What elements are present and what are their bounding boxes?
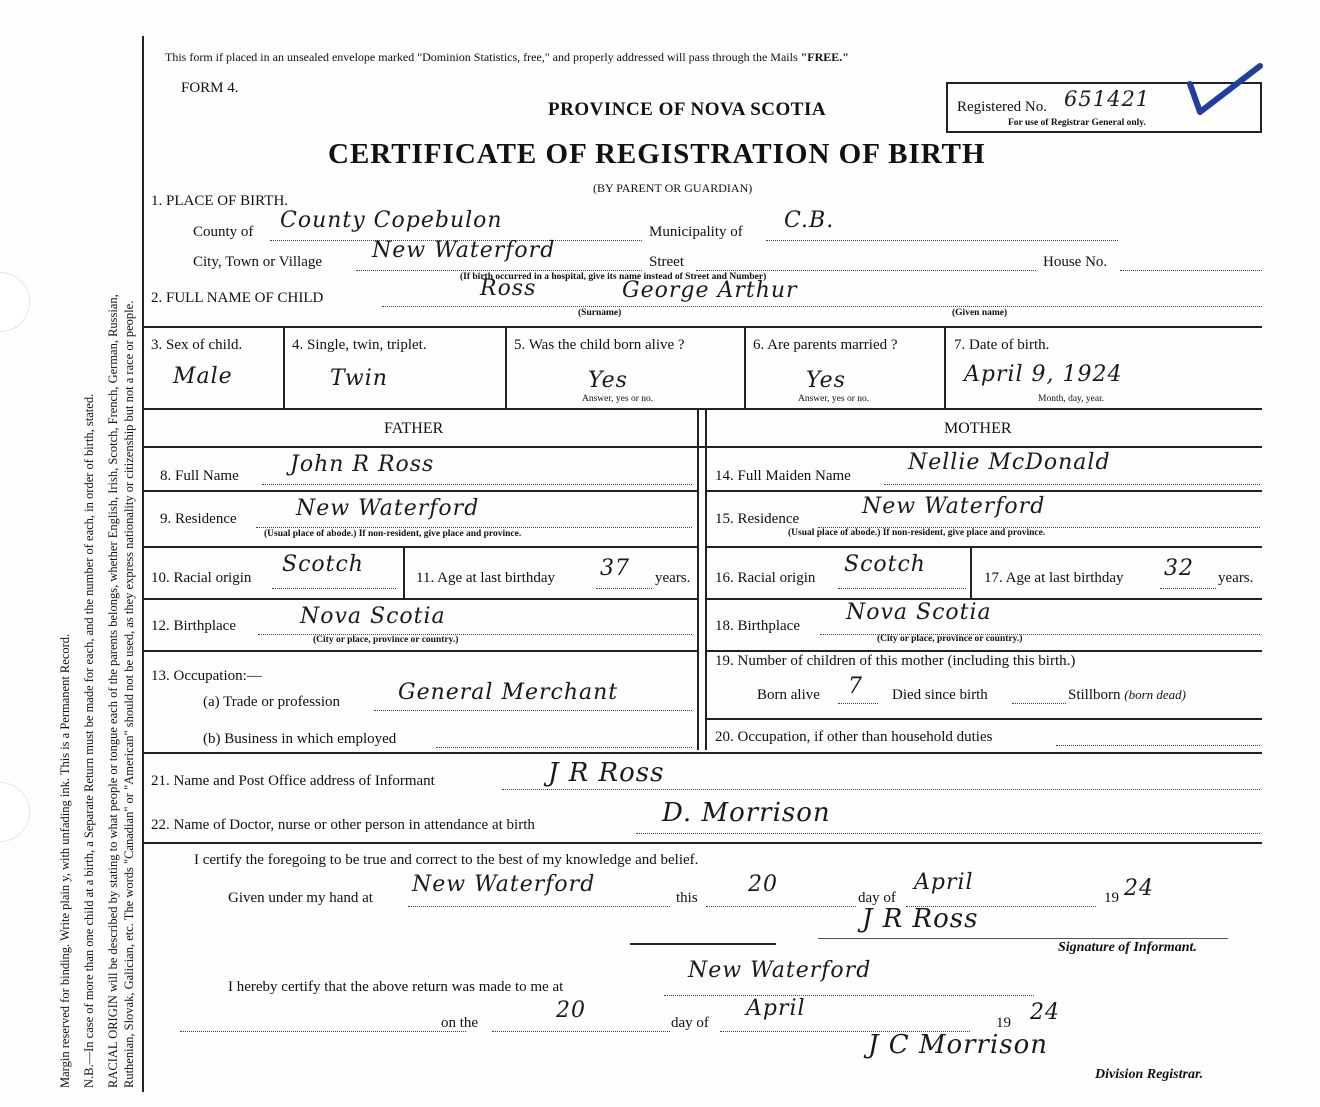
informant-signature: J R Ross <box>862 904 979 934</box>
doctor-value: D. Morrison <box>662 798 831 828</box>
date-of-birth-label: 7. Date of birth. <box>954 337 1050 353</box>
registrar-signature: J C Morrison <box>868 1030 1049 1060</box>
father-trade-value: General Merchant <box>398 680 619 705</box>
given-place-value: New Waterford <box>412 872 596 897</box>
sex-label: 3. Sex of child. <box>151 337 243 353</box>
rule-certify-top <box>142 842 1262 844</box>
registrar-caption: Division Registrar. <box>1095 1067 1204 1082</box>
mail-notice-free: "FREE." <box>800 50 849 64</box>
hereby-certify-label: I hereby certify that the above return was made to me at <box>228 979 564 995</box>
father-residence-label: 9. Residence <box>160 511 237 527</box>
father-age-label: 11. Age at last birthday <box>416 570 555 586</box>
parents-married-label: 6. Are parents married ? <box>753 337 898 353</box>
father-trade-label: (a) Trade or profession <box>203 694 341 710</box>
municipality-label: Municipality of <box>649 224 743 240</box>
margin-note-1: Margin reserved for binding. Write plain y, with unfading ink. This is a Permanent Record. <box>58 633 72 1088</box>
father-age-value: 37 <box>600 556 630 581</box>
born-alive-value: Yes <box>588 368 628 393</box>
reg-year-prefix: 19 <box>996 1015 1011 1031</box>
mother-name-value: Nellie McDonald <box>908 450 1111 475</box>
on-the-label: on the <box>441 1015 479 1031</box>
reg-month-value: April <box>746 996 806 1021</box>
parents-married-value: Yes <box>806 368 846 393</box>
rule-father-bp <box>142 650 698 652</box>
mother-birthplace-caption: (City or place, province or country.) <box>877 634 1023 644</box>
rule-mother-children <box>706 718 1262 720</box>
father-birthplace-value: Nova Scotia <box>300 604 446 629</box>
document-subtitle: (BY PARENT OR GUARDIAN) <box>593 181 753 195</box>
divider-5-6 <box>744 328 746 408</box>
informant-line <box>502 789 1260 790</box>
mother-age-label: 17. Age at last birthday <box>984 570 1124 586</box>
document-title: CERTIFICATE OF REGISTRATION OF BIRTH <box>328 138 986 170</box>
mother-age-line <box>1160 588 1216 589</box>
given-day-line <box>706 906 856 907</box>
born-alive-count-label: Born alive <box>757 687 820 703</box>
born-alive-caption: Answer, yes or no. <box>582 394 654 404</box>
mother-residence-value: New Waterford <box>862 494 1046 519</box>
child-name-label: 2. FULL NAME OF CHILD <box>151 290 324 306</box>
divider-4-5 <box>505 328 507 408</box>
father-birthplace-label: 12. Birthplace <box>151 618 236 634</box>
given-day-of-label: day of <box>858 890 896 906</box>
father-trade-line <box>374 710 692 711</box>
divider-race-age-mother <box>970 548 972 598</box>
given-name-caption: (Given name) <box>952 308 1008 318</box>
rule-mother-name <box>706 490 1262 492</box>
date-of-birth-caption: Month, day, year. <box>1038 394 1105 404</box>
sex-value: Male <box>173 364 233 389</box>
given-under-hand-label: Given under my hand at <box>228 890 373 906</box>
mother-age-value: 32 <box>1164 556 1194 581</box>
mother-name-line <box>884 484 1260 485</box>
registrar-note: For use of Registrar General only. <box>1008 118 1146 128</box>
city-label: City, Town or Village <box>193 254 323 270</box>
given-day-value: 20 <box>748 872 778 897</box>
doctor-line <box>636 833 1260 834</box>
certify-statement: I certify the foregoing to be true and correct to the best of my knowledge and belief. <box>194 852 699 868</box>
reg-day-of-label: day of <box>671 1015 709 1031</box>
rule-father-name <box>142 490 698 492</box>
rule-mother-bp <box>706 650 1262 652</box>
hereby-place-value: New Waterford <box>688 958 872 983</box>
checkmark-icon <box>1186 62 1266 118</box>
section-separator <box>630 943 776 945</box>
divider-race-age-father <box>403 548 405 598</box>
plurality-label: 4. Single, twin, triplet. <box>292 337 427 353</box>
mother-heading: MOTHER <box>944 420 1012 437</box>
divider-3-4 <box>283 328 285 408</box>
rule-parent-heading <box>142 446 1262 448</box>
father-business-line <box>436 747 692 748</box>
father-residence-line <box>256 527 692 528</box>
mother-race-line <box>838 588 966 589</box>
father-heading: FATHER <box>384 420 444 437</box>
father-residence-caption: (Usual place of abode.) If non-resident, give place and province. <box>264 529 522 539</box>
registered-label: Registered No. <box>957 99 1047 115</box>
form-number: FORM 4. <box>181 80 239 96</box>
stillborn-label <box>1068 687 1186 704</box>
province-heading: PROVINCE OF NOVA SCOTIA <box>548 99 827 120</box>
rule-father-race <box>142 598 698 600</box>
child-surname-value: Ross <box>480 276 537 301</box>
born-alive-count-line <box>838 703 878 704</box>
informant-label: 21. Name and Post Office address of Informant <box>151 773 435 789</box>
hospital-note: (If birth occurred in a hospital, give its name instead of Street and Number) <box>460 272 767 282</box>
margin-note-2: N.B.—In case of more than one child at a birth, a Separate Return must be made for each, and the number of each, in order of birth, stated. <box>82 393 96 1088</box>
house-line <box>1120 270 1262 271</box>
given-year-prefix: 19 <box>1104 890 1119 906</box>
mother-occupation-line <box>1056 745 1260 746</box>
died-since-birth-label: Died since birth <box>892 687 988 703</box>
father-occupation-label: 13. Occupation:— <box>151 668 262 684</box>
given-month-value: April <box>914 870 974 895</box>
father-name-label: 8. Full Name <box>160 468 239 484</box>
date-of-birth-value: April 9, 1924 <box>964 362 1123 387</box>
doctor-label: 22. Name of Doctor, nurse or other person in attendance at birth <box>151 817 535 833</box>
reg-day-value: 20 <box>556 998 586 1023</box>
born-alive-question-label: 5. Was the child born alive ? <box>514 337 685 353</box>
informant-signature-caption: Signature of Informant. <box>1058 940 1197 955</box>
father-birthplace-caption: (City or place, province or country.) <box>313 635 459 645</box>
municipality-value: C.B. <box>784 208 835 233</box>
rule-bottom-row3 <box>142 408 1262 410</box>
reg-day-line <box>492 1031 670 1032</box>
parents-married-caption: Answer, yes or no. <box>798 394 870 404</box>
street-line <box>696 270 1036 271</box>
mother-residence-caption: (Usual place of abode.) If non-resident, give place and province. <box>788 528 1046 538</box>
mail-notice <box>165 50 849 65</box>
rule-mother-res <box>706 546 1262 548</box>
given-year-value: 24 <box>1124 876 1154 901</box>
this-label: this <box>676 890 698 906</box>
margin-note-4: Ruthenian, Slovak, Galician, etc. The words "Canadian" or "American" should not be used, as they express nationality or citizenship but not a race or people. <box>122 300 136 1088</box>
street-label: Street <box>649 254 684 270</box>
father-name-value: John R Ross <box>290 452 435 477</box>
binding-hole-top <box>0 272 30 332</box>
house-label: House No. <box>1043 254 1108 270</box>
father-race-value: Scotch <box>282 552 364 577</box>
father-name-line <box>262 484 692 485</box>
mail-notice-text: This form if placed in an unsealed envelope marked "Dominion Statistics, free," and properly addressed will pass through the Mails <box>165 50 801 64</box>
rule-top-row3 <box>142 326 1262 328</box>
mother-occupation-label: 20. Occupation, if other than household duties <box>715 729 993 745</box>
mother-age-unit: years. <box>1218 570 1254 586</box>
form-left-border <box>142 36 144 1092</box>
mother-race-value: Scotch <box>844 552 926 577</box>
informant-signature-line <box>818 938 1228 939</box>
mother-birthplace-label: 18. Birthplace <box>715 618 800 634</box>
margin-note-3: RACIAL ORIGIN will be described by stating to what people or tongue each of the parents belongs, whether English, Irish, Scotch, French, German, Russian, <box>106 294 120 1088</box>
father-age-unit: years. <box>655 570 691 586</box>
mother-residence-label: 15. Residence <box>715 511 800 527</box>
informant-value: J R Ross <box>548 758 665 788</box>
mother-name-label: 14. Full Maiden Name <box>715 468 851 484</box>
given-place-line <box>408 906 670 907</box>
divider-6-7 <box>944 328 946 408</box>
reg-year-value: 24 <box>1030 1000 1060 1025</box>
plurality-value: Twin <box>330 366 388 391</box>
binding-hole-bottom <box>0 782 30 842</box>
stillborn-text: Stillborn <box>1068 687 1121 703</box>
city-line <box>356 270 642 271</box>
county-label: County of <box>193 224 254 240</box>
city-value: New Waterford <box>372 238 556 263</box>
born-alive-count-value: 7 <box>848 674 863 699</box>
died-since-birth-line <box>1012 703 1066 704</box>
mother-race-label: 16. Racial origin <box>715 570 816 586</box>
child-given-value: George Arthur <box>622 278 798 303</box>
rule-parents-bottom <box>142 752 1262 754</box>
on-the-lead-line <box>180 1031 466 1032</box>
father-race-label: 10. Racial origin <box>151 570 252 586</box>
rule-father-res <box>142 546 698 548</box>
father-right-border <box>697 410 699 750</box>
hereby-place-line <box>664 995 1034 996</box>
mother-left-border <box>705 410 707 750</box>
surname-caption: (Surname) <box>578 308 622 318</box>
child-name-line <box>382 306 1262 307</box>
municipality-line <box>766 240 1118 241</box>
father-age-line <box>596 588 652 589</box>
father-race-line <box>272 588 396 589</box>
father-business-label: (b) Business in which employed <box>203 731 397 747</box>
mother-birthplace-value: Nova Scotia <box>846 600 992 625</box>
place-of-birth-label: 1. PLACE OF BIRTH. <box>151 193 289 209</box>
stillborn-note: (born dead) <box>1124 687 1187 702</box>
county-value: County Copebulon <box>280 208 503 233</box>
registered-number: 651421 <box>1064 87 1151 111</box>
father-residence-value: New Waterford <box>296 496 480 521</box>
mother-children-label: 19. Number of children of this mother (including this birth.) <box>715 653 1076 669</box>
